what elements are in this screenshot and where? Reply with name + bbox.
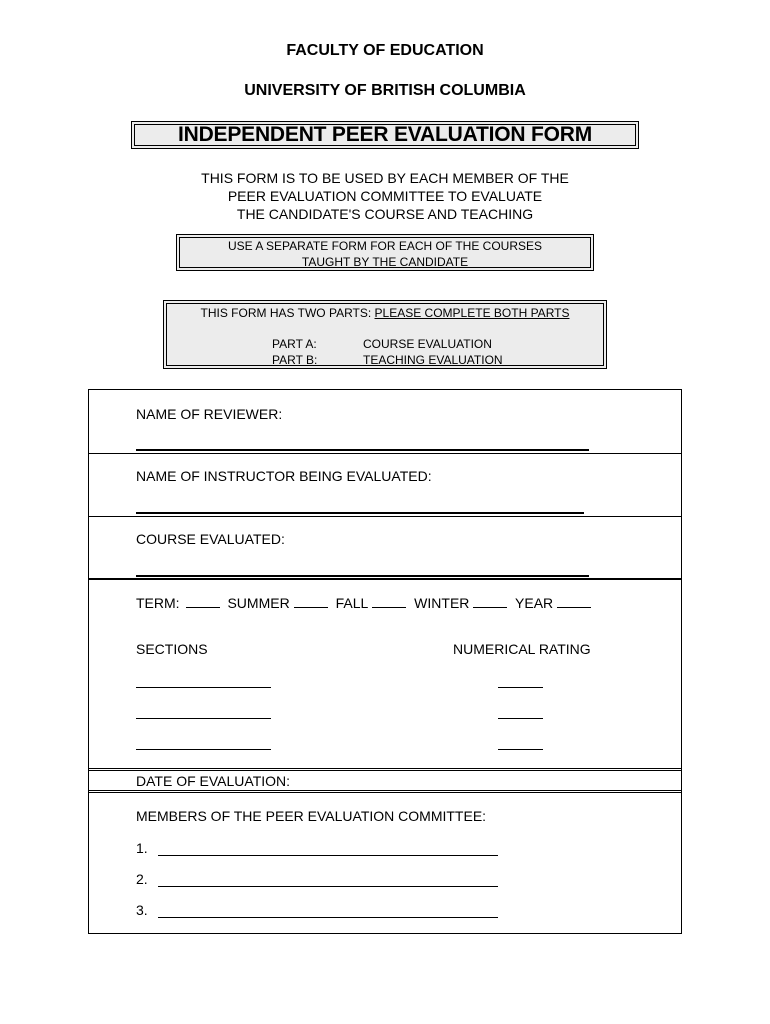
rating-input-line-3[interactable] bbox=[498, 749, 543, 750]
intro-line-3: THE CANDIDATE'S COURSE AND TEACHING bbox=[236, 206, 534, 222]
intro-text bbox=[0, 169, 770, 223]
member-number-1: 1. bbox=[136, 840, 148, 856]
university-heading: UNIVERSITY OF BRITISH COLUMBIA bbox=[244, 82, 526, 99]
notice1-line-2: TAUGHT BY THE CANDIDATE bbox=[301, 255, 469, 269]
part-b-label: PART B: bbox=[272, 353, 318, 367]
form-title-box bbox=[131, 121, 639, 149]
summer-blank[interactable] bbox=[294, 595, 328, 608]
fall-label: FALL bbox=[335, 595, 369, 611]
rating-label: NUMERICAL RATING bbox=[453, 641, 591, 657]
fall-blank[interactable] bbox=[372, 595, 406, 608]
winter-blank[interactable] bbox=[473, 595, 507, 608]
term-blank[interactable] bbox=[186, 595, 220, 608]
term-label: TERM: bbox=[136, 595, 180, 611]
sections-label: SECTIONS bbox=[136, 641, 208, 657]
member-input-line-3[interactable] bbox=[158, 917, 498, 918]
row-divider bbox=[88, 578, 682, 580]
rating-input-line-1[interactable] bbox=[498, 687, 543, 688]
members-label: MEMBERS OF THE PEER EVALUATION COMMITTEE: bbox=[136, 808, 487, 824]
part-b-value: TEACHING EVALUATION bbox=[363, 353, 503, 367]
faculty-heading: FACULTY OF EDUCATION bbox=[286, 42, 484, 59]
reviewer-label: NAME OF REVIEWER: bbox=[136, 406, 283, 422]
summer-label: SUMMER bbox=[227, 595, 290, 611]
intro-line-2: PEER EVALUATION COMMITTEE TO EVALUATE bbox=[227, 188, 543, 204]
two-parts-notice bbox=[163, 300, 607, 369]
course-label: COURSE EVALUATED: bbox=[136, 531, 285, 547]
row-divider bbox=[88, 516, 682, 517]
member-input-line-2[interactable] bbox=[158, 886, 498, 887]
row-divider bbox=[88, 790, 682, 793]
row-divider bbox=[88, 768, 682, 771]
instructor-input-line[interactable] bbox=[136, 512, 584, 514]
winter-label: WINTER bbox=[414, 595, 470, 611]
section-input-line-1[interactable] bbox=[136, 687, 271, 688]
intro-line-1: THIS FORM IS TO BE USED BY EACH MEMBER OF THE bbox=[201, 170, 569, 186]
two-parts-lead: THIS FORM HAS TWO PARTS: bbox=[200, 306, 375, 320]
date-label: DATE OF EVALUATION: bbox=[136, 773, 291, 789]
section-input-line-3[interactable] bbox=[136, 749, 271, 750]
form-title: INDEPENDENT PEER EVALUATION FORM bbox=[177, 123, 592, 146]
year-label: YEAR bbox=[515, 595, 554, 611]
instructor-label: NAME OF INSTRUCTOR BEING EVALUATED: bbox=[136, 468, 432, 484]
member-number-3: 3. bbox=[136, 902, 148, 918]
year-blank[interactable] bbox=[557, 595, 591, 608]
row-divider bbox=[88, 453, 682, 454]
rating-input-line-2[interactable] bbox=[498, 718, 543, 719]
section-input-line-2[interactable] bbox=[136, 718, 271, 719]
separate-form-notice bbox=[176, 234, 594, 271]
reviewer-input-line[interactable] bbox=[136, 449, 589, 451]
notice1-line-1: USE A SEPARATE FORM FOR EACH OF THE COURSES bbox=[227, 239, 543, 253]
member-input-line-1[interactable] bbox=[158, 855, 498, 856]
part-a-label: PART A: bbox=[272, 337, 317, 351]
course-input-line[interactable] bbox=[136, 575, 589, 577]
complete-both-parts: PLEASE COMPLETE BOTH PARTS bbox=[374, 306, 570, 320]
part-a-value: COURSE EVALUATION bbox=[363, 337, 492, 351]
term-row bbox=[136, 595, 595, 611]
member-number-2: 2. bbox=[136, 871, 148, 887]
